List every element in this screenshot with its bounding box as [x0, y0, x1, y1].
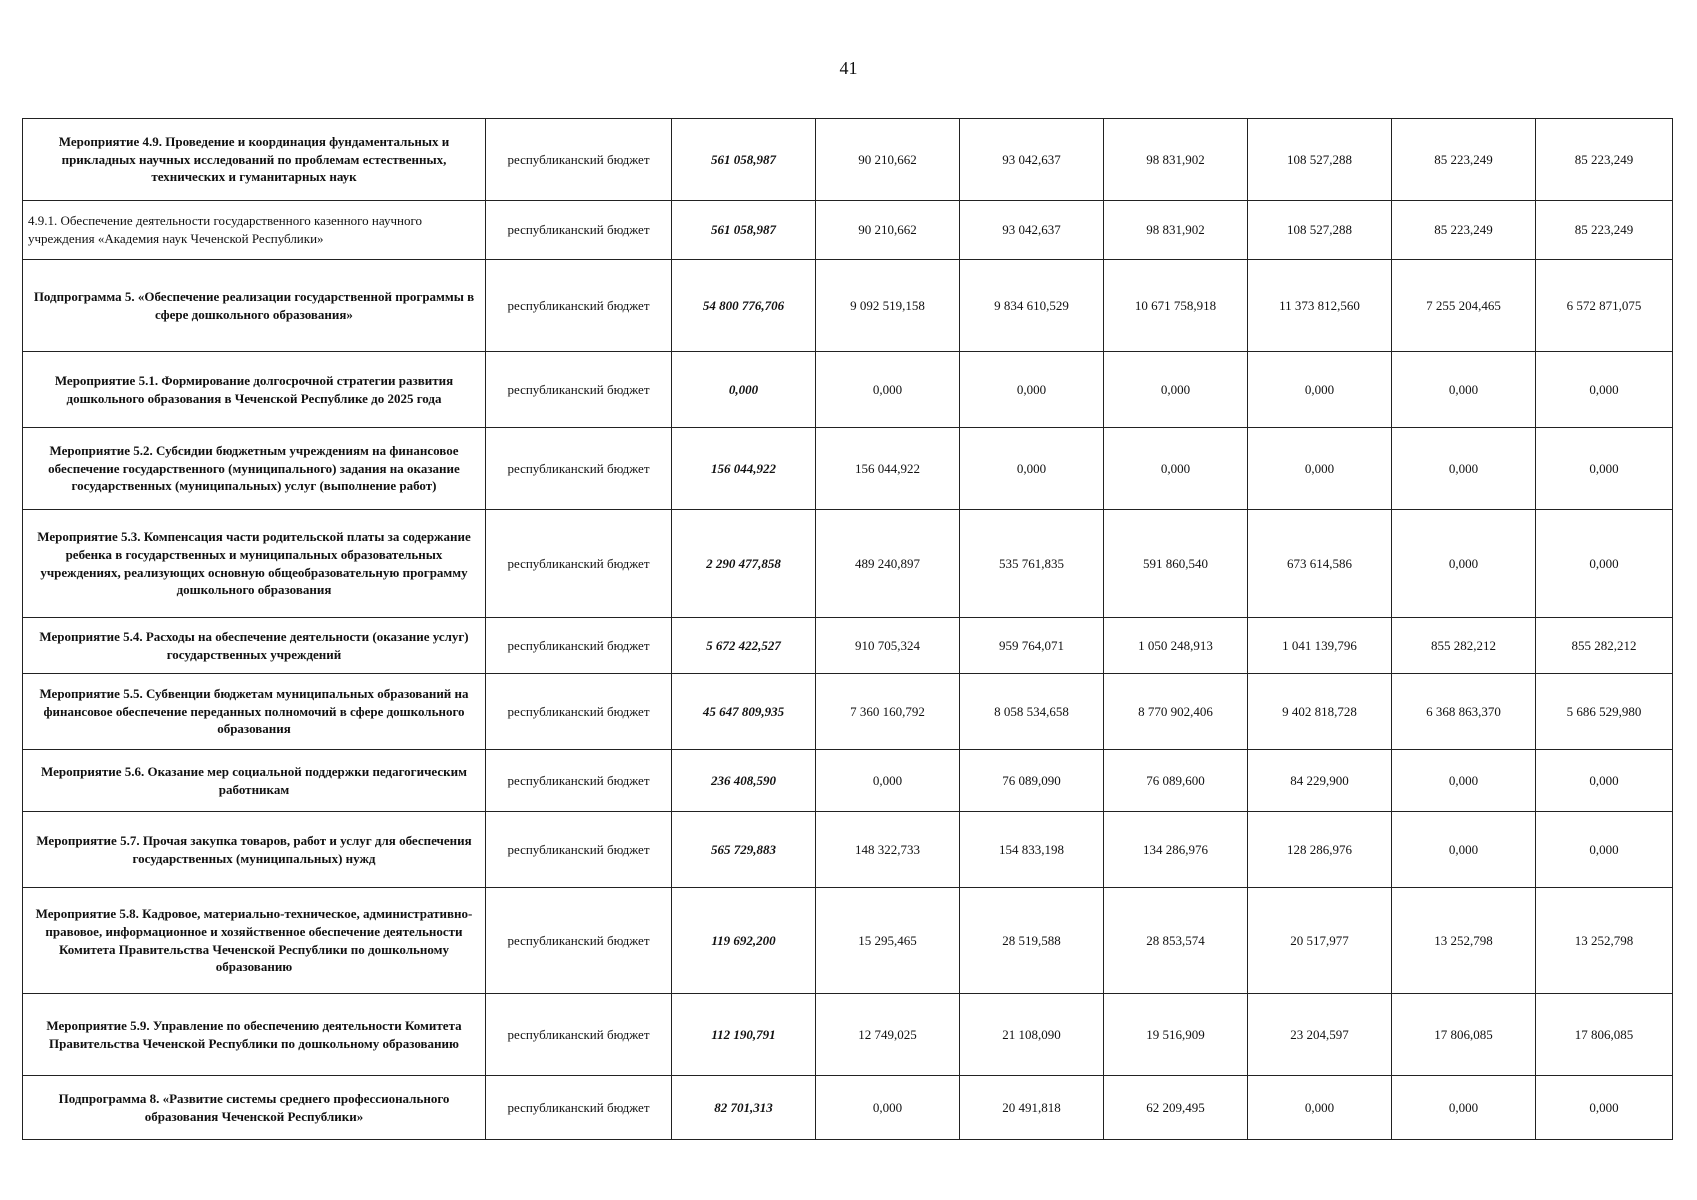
- year-amount-cell: 7 360 160,792: [816, 674, 960, 750]
- year-amount-cell: 0,000: [1104, 352, 1248, 428]
- year-amount-cell: 23 204,597: [1248, 994, 1392, 1076]
- year-amount-cell: 12 749,025: [816, 994, 960, 1076]
- total-amount-cell: 0,000: [672, 352, 816, 428]
- funding-source-cell: республиканский бюджет: [486, 674, 672, 750]
- budget-table: [22, 118, 1673, 1140]
- year-amount-cell: 85 223,249: [1536, 119, 1673, 201]
- year-amount-cell: 76 089,600: [1104, 750, 1248, 812]
- year-amount-cell: 855 282,212: [1536, 618, 1673, 674]
- year-amount-cell: 156 044,922: [816, 428, 960, 510]
- year-amount-cell: 0,000: [1248, 428, 1392, 510]
- year-amount-cell: 0,000: [1536, 428, 1673, 510]
- activity-name-cell: Мероприятие 5.5. Субвенции бюджетам муниципальных образований на финансовое обеспечение переданных полномочий в сфере дошкольного образования: [23, 674, 486, 750]
- activity-name-cell: Мероприятие 5.6. Оказание мер социальной поддержки педагогическим работникам: [23, 750, 486, 812]
- year-amount-cell: 108 527,288: [1248, 119, 1392, 201]
- year-amount-cell: 0,000: [1392, 428, 1536, 510]
- year-amount-cell: 1 041 139,796: [1248, 618, 1392, 674]
- total-amount-cell: 565 729,883: [672, 812, 816, 888]
- year-amount-cell: 0,000: [1392, 812, 1536, 888]
- year-amount-cell: 0,000: [816, 352, 960, 428]
- year-amount-cell: 0,000: [1248, 1076, 1392, 1140]
- year-amount-cell: 85 223,249: [1536, 201, 1673, 260]
- year-amount-cell: 134 286,976: [1104, 812, 1248, 888]
- table-row: [23, 994, 1673, 1076]
- year-amount-cell: 855 282,212: [1392, 618, 1536, 674]
- year-amount-cell: 28 519,588: [960, 888, 1104, 994]
- total-amount-cell: 45 647 809,935: [672, 674, 816, 750]
- year-amount-cell: 959 764,071: [960, 618, 1104, 674]
- year-amount-cell: 84 229,900: [1248, 750, 1392, 812]
- total-amount-cell: 5 672 422,527: [672, 618, 816, 674]
- total-amount-cell: 119 692,200: [672, 888, 816, 994]
- total-amount-cell: 236 408,590: [672, 750, 816, 812]
- year-amount-cell: 17 806,085: [1536, 994, 1673, 1076]
- year-amount-cell: 0,000: [960, 352, 1104, 428]
- year-amount-cell: 13 252,798: [1536, 888, 1673, 994]
- year-amount-cell: 28 853,574: [1104, 888, 1248, 994]
- year-amount-cell: 7 255 204,465: [1392, 260, 1536, 352]
- table-row: [23, 750, 1673, 812]
- year-amount-cell: 0,000: [1536, 1076, 1673, 1140]
- funding-source-cell: республиканский бюджет: [486, 888, 672, 994]
- total-amount-cell: 156 044,922: [672, 428, 816, 510]
- year-amount-cell: 0,000: [1536, 510, 1673, 618]
- funding-source-cell: республиканский бюджет: [486, 618, 672, 674]
- activity-name-cell: Мероприятие 5.8. Кадровое, материально-техническое, административно-правовое, информационное и хозяйственное обеспечение деятельности Комитета Правительства Чеченской Республики по дошкольному образованию: [23, 888, 486, 994]
- activity-name-cell: Мероприятие 4.9. Проведение и координация фундаментальных и прикладных научных исследований по проблемам естественных, технических и гуманитарных наук: [23, 119, 486, 201]
- year-amount-cell: 6 368 863,370: [1392, 674, 1536, 750]
- funding-source-cell: республиканский бюджет: [486, 510, 672, 618]
- activity-name-cell: Мероприятие 5.3. Компенсация части родительской платы за содержание ребенка в государственных и муниципальных образовательных учреждениях, реализующих основную общеобразовательную программу дошкольного образования: [23, 510, 486, 618]
- year-amount-cell: 128 286,976: [1248, 812, 1392, 888]
- year-amount-cell: 0,000: [1536, 352, 1673, 428]
- funding-source-cell: республиканский бюджет: [486, 994, 672, 1076]
- activity-name-cell: 4.9.1. Обеспечение деятельности государственного казенного научного учреждения «Академия наук Чеченской Республики»: [23, 201, 486, 260]
- funding-source-cell: республиканский бюджет: [486, 428, 672, 510]
- total-amount-cell: 112 190,791: [672, 994, 816, 1076]
- table-row: [23, 428, 1673, 510]
- activity-name-cell: Мероприятие 5.9. Управление по обеспечению деятельности Комитета Правительства Чеченской Республики по дошкольному образованию: [23, 994, 486, 1076]
- page-number: 41: [839, 58, 858, 78]
- year-amount-cell: 0,000: [1392, 510, 1536, 618]
- activity-name-cell: Мероприятие 5.2. Субсидии бюджетным учреждениям на финансовое обеспечение государственного (муниципального) задания на оказание государственных (муниципальных) услуг (выполнение работ): [23, 428, 486, 510]
- table-row: [23, 352, 1673, 428]
- table-row: [23, 1076, 1673, 1140]
- year-amount-cell: 9 834 610,529: [960, 260, 1104, 352]
- year-amount-cell: 108 527,288: [1248, 201, 1392, 260]
- year-amount-cell: 1 050 248,913: [1104, 618, 1248, 674]
- year-amount-cell: 910 705,324: [816, 618, 960, 674]
- total-amount-cell: 2 290 477,858: [672, 510, 816, 618]
- year-amount-cell: 8 770 902,406: [1104, 674, 1248, 750]
- table-row: [23, 510, 1673, 618]
- year-amount-cell: 8 058 534,658: [960, 674, 1104, 750]
- year-amount-cell: 489 240,897: [816, 510, 960, 618]
- year-amount-cell: 0,000: [1536, 750, 1673, 812]
- year-amount-cell: 535 761,835: [960, 510, 1104, 618]
- year-amount-cell: 13 252,798: [1392, 888, 1536, 994]
- funding-source-cell: республиканский бюджет: [486, 1076, 672, 1140]
- year-amount-cell: 93 042,637: [960, 119, 1104, 201]
- year-amount-cell: 21 108,090: [960, 994, 1104, 1076]
- year-amount-cell: 0,000: [816, 750, 960, 812]
- year-amount-cell: 15 295,465: [816, 888, 960, 994]
- table-row: [23, 888, 1673, 994]
- table-body: [23, 119, 1673, 1140]
- year-amount-cell: 6 572 871,075: [1536, 260, 1673, 352]
- funding-source-cell: республиканский бюджет: [486, 812, 672, 888]
- year-amount-cell: 62 209,495: [1104, 1076, 1248, 1140]
- year-amount-cell: 11 373 812,560: [1248, 260, 1392, 352]
- table-row: [23, 260, 1673, 352]
- year-amount-cell: 0,000: [816, 1076, 960, 1140]
- year-amount-cell: 0,000: [1104, 428, 1248, 510]
- year-amount-cell: 5 686 529,980: [1536, 674, 1673, 750]
- year-amount-cell: 0,000: [960, 428, 1104, 510]
- activity-name-cell: Подпрограмма 8. «Развитие системы среднего профессионального образования Чеченской Республики»: [23, 1076, 486, 1140]
- funding-source-cell: республиканский бюджет: [486, 119, 672, 201]
- year-amount-cell: 93 042,637: [960, 201, 1104, 260]
- total-amount-cell: 561 058,987: [672, 119, 816, 201]
- year-amount-cell: 154 833,198: [960, 812, 1104, 888]
- year-amount-cell: 90 210,662: [816, 119, 960, 201]
- year-amount-cell: 85 223,249: [1392, 119, 1536, 201]
- year-amount-cell: 98 831,902: [1104, 119, 1248, 201]
- year-amount-cell: 0,000: [1392, 1076, 1536, 1140]
- year-amount-cell: 9 402 818,728: [1248, 674, 1392, 750]
- total-amount-cell: 561 058,987: [672, 201, 816, 260]
- year-amount-cell: 591 860,540: [1104, 510, 1248, 618]
- year-amount-cell: 76 089,090: [960, 750, 1104, 812]
- total-amount-cell: 54 800 776,706: [672, 260, 816, 352]
- year-amount-cell: 673 614,586: [1248, 510, 1392, 618]
- funding-source-cell: республиканский бюджет: [486, 352, 672, 428]
- year-amount-cell: 20 517,977: [1248, 888, 1392, 994]
- year-amount-cell: 0,000: [1536, 812, 1673, 888]
- table-row: [23, 618, 1673, 674]
- year-amount-cell: 85 223,249: [1392, 201, 1536, 260]
- activity-name-cell: Мероприятие 5.4. Расходы на обеспечение деятельности (оказание услуг) государственных учреждений: [23, 618, 486, 674]
- year-amount-cell: 90 210,662: [816, 201, 960, 260]
- year-amount-cell: 0,000: [1248, 352, 1392, 428]
- year-amount-cell: 98 831,902: [1104, 201, 1248, 260]
- table-row: [23, 812, 1673, 888]
- year-amount-cell: 19 516,909: [1104, 994, 1248, 1076]
- activity-name-cell: Мероприятие 5.1. Формирование долгосрочной стратегии развития дошкольного образования в Чеченской Республике до 2025 года: [23, 352, 486, 428]
- year-amount-cell: 17 806,085: [1392, 994, 1536, 1076]
- activity-name-cell: Мероприятие 5.7. Прочая закупка товаров, работ и услуг для обеспечения государственных (муниципальных) нужд: [23, 812, 486, 888]
- year-amount-cell: 148 322,733: [816, 812, 960, 888]
- funding-source-cell: республиканский бюджет: [486, 201, 672, 260]
- year-amount-cell: 9 092 519,158: [816, 260, 960, 352]
- table-row: [23, 119, 1673, 201]
- year-amount-cell: 10 671 758,918: [1104, 260, 1248, 352]
- year-amount-cell: 0,000: [1392, 750, 1536, 812]
- table-row: [23, 674, 1673, 750]
- funding-source-cell: республиканский бюджет: [486, 260, 672, 352]
- year-amount-cell: 0,000: [1392, 352, 1536, 428]
- year-amount-cell: 20 491,818: [960, 1076, 1104, 1140]
- funding-source-cell: республиканский бюджет: [486, 750, 672, 812]
- table-row: [23, 201, 1673, 260]
- activity-name-cell: Подпрограмма 5. «Обеспечение реализации государственной программы в сфере дошкольного образования»: [23, 260, 486, 352]
- total-amount-cell: 82 701,313: [672, 1076, 816, 1140]
